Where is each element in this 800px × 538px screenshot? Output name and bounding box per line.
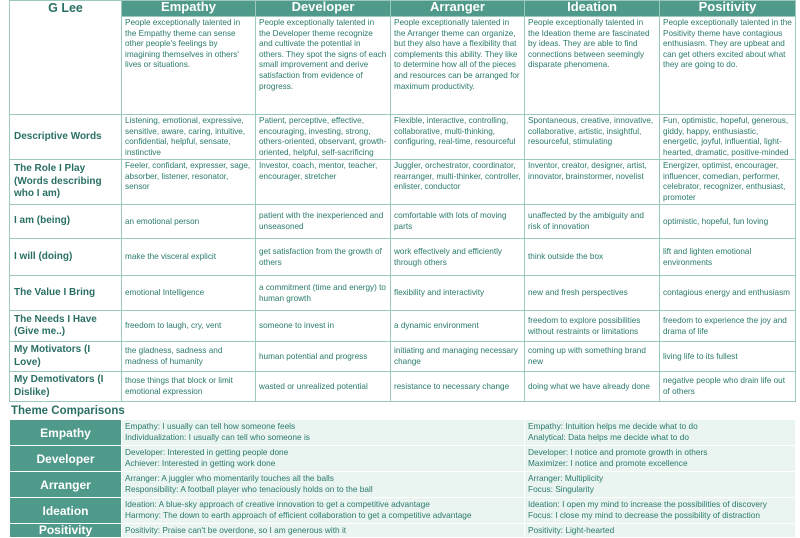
- comparison-right: Arranger: Multiplicity Focus: Singularity: [525, 472, 796, 498]
- table-cell: a dynamic environment: [391, 311, 525, 342]
- row-label-value: The Value I Bring: [10, 276, 122, 311]
- theme-header-empathy: Empathy: [122, 1, 256, 17]
- table-cell: freedom to laugh, cry, vent: [122, 311, 256, 342]
- row-label-descriptive-words: Descriptive Words: [10, 115, 122, 160]
- theme-header-arranger: Arranger: [391, 1, 525, 17]
- table-cell: unaffected by the ambiguity and risk of innovation: [525, 205, 660, 239]
- table-cell: living life to its fullest: [660, 342, 796, 372]
- comparison-left: Ideation: A blue-sky approach of creative innovation to get a competitive advantage Harmony: The down to earth approach of efficient collaboration to get a competitive advantage: [122, 498, 525, 524]
- table-cell: optimistic, hopeful, fun loving: [660, 205, 796, 239]
- table-cell: wasted or unrealized potential: [256, 372, 391, 402]
- theme-header-developer: Developer: [256, 1, 391, 17]
- comparison-left: Arranger: A juggler who momentarily touches all the balls Responsibility: A football player who tenaciously holds on to the ball: [122, 472, 525, 498]
- table-cell: the gladness, sadness and madness of humanity: [122, 342, 256, 372]
- comparison-right: Developer: I notice and promote growth in others Maximizer: I notice and promote excellence: [525, 446, 796, 472]
- table-cell: emotional Intelligence: [122, 276, 256, 311]
- table-cell: get satisfaction from the growth of others: [256, 239, 391, 276]
- row-label-needs: The Needs I Have (Give me..): [10, 311, 122, 342]
- table-cell: new and fresh perspectives: [525, 276, 660, 311]
- comparison-left: Empathy: I usually can tell how someone feels Individualization: I usually can tell who someone is: [122, 420, 525, 446]
- row-label-i-am: I am (being): [10, 205, 122, 239]
- definition-cell: People exceptionally talented in the Arranger theme can organize, but they also have a flexibility that complements this ability. They like to determine how all of the pieces and resources can be arranged for maximum productivity.: [391, 17, 525, 115]
- table-cell: Patient, perceptive, effective, encouraging, investing, strong, others-oriented, observant, growth-oriented, helpful, self-sacrificing: [256, 115, 391, 160]
- table-cell: Juggler, orchestrator, coordinator, rearranger, multi-thinker, controller, enlister, conductor: [391, 160, 525, 205]
- table-cell: an emotional person: [122, 205, 256, 239]
- table-cell: Inventor, creator, designer, artist, innovator, brainstormer, novelist: [525, 160, 660, 205]
- row-label-demotivators: My Demotivators (I Dislike): [10, 372, 122, 402]
- theme-comparisons-table: [9, 419, 796, 538]
- table-cell: resistance to necessary change: [391, 372, 525, 402]
- table-cell: doing what we have already done: [525, 372, 660, 402]
- table-cell: freedom to explore possibilities without restraints or limitations: [525, 311, 660, 342]
- table-cell: Listening, emotional, expressive, sensitive, aware, caring, intuitive, confidential, helpful, sensate, instinctive: [122, 115, 256, 160]
- comparison-theme-empathy: Empathy: [10, 420, 122, 446]
- table-cell: coming up with something brand new: [525, 342, 660, 372]
- table-cell: Spontaneous, creative, innovative, collaborative, artistic, insightful, resourceful, stimulating: [525, 115, 660, 160]
- table-cell: Energizer, optimist, encourager, influencer, comedian, performer, celebrator, recognizer, enthusiast, promoter: [660, 160, 796, 205]
- table-cell: initiating and managing necessary change: [391, 342, 525, 372]
- comparison-right: Ideation: I open my mind to increase the possibilities of discovery Focus: I close my mind to decrease the possibility of distraction: [525, 498, 796, 524]
- table-cell: patient with the inexperienced and unseasoned: [256, 205, 391, 239]
- comparison-theme-arranger: Arranger: [10, 472, 122, 498]
- strengths-grid: [9, 0, 796, 402]
- comparison-theme-developer: Developer: [10, 446, 122, 472]
- table-cell: human potential and progress: [256, 342, 391, 372]
- comparison-theme-positivity: Positivity: [10, 524, 122, 538]
- table-cell: work effectively and efficiently through others: [391, 239, 525, 276]
- row-label-i-will: I will (doing): [10, 239, 122, 276]
- table-cell: someone to invest in: [256, 311, 391, 342]
- table-cell: lift and lighten emotional environments: [660, 239, 796, 276]
- table-cell: flexibility and interactivity: [391, 276, 525, 311]
- person-name: G Lee: [10, 1, 122, 115]
- table-cell: Investor, coach, mentor, teacher, encourager, stretcher: [256, 160, 391, 205]
- definition-cell: People exceptionally talented in the Positivity theme have contagious enthusiasm. They are upbeat and can get others excited about what they are going to do.: [660, 17, 796, 115]
- table-cell: those things that block or limit emotional expression: [122, 372, 256, 402]
- comparison-right: Positivity: Light-hearted: [525, 524, 796, 538]
- theme-header-positivity: Positivity: [660, 1, 796, 17]
- theme-header-ideation: Ideation: [525, 1, 660, 17]
- table-cell: negative people who drain life out of others: [660, 372, 796, 402]
- row-label-role: The Role I Play (Words describing who I am): [10, 160, 122, 205]
- comparison-right: Empathy: Intuition helps me decide what to do Analytical: Data helps me decide what to do: [525, 420, 796, 446]
- comparison-left: Developer: Interested in getting people done Achiever: Interested in getting work done: [122, 446, 525, 472]
- definition-cell: People exceptionally talented in the Developer theme recognize and cultivate the potential in others. They spot the signs of each small improvement and derive satisfaction from evidence of progress.: [256, 17, 391, 115]
- definition-cell: People exceptionally talented in the Empathy theme can sense other people's feelings by imagining themselves in others' lives or situations.: [122, 17, 256, 115]
- comparisons-title: Theme Comparisons: [11, 405, 125, 417]
- table-cell: think outside the box: [525, 239, 660, 276]
- table-cell: Fun, optimistic, hopeful, generous, giddy, happy, enthusiastic, energetic, joyful, influential, light-hearted, dramatic, positive-minded: [660, 115, 796, 160]
- table-cell: contagious energy and enthusiasm: [660, 276, 796, 311]
- table-cell: Feeler, confidant, expresser, sage, absorber, listener, resonator, sensor: [122, 160, 256, 205]
- table-cell: freedom to experience the joy and drama of life: [660, 311, 796, 342]
- comparison-left: Positivity: Praise can't be overdone, so I am generous with it: [122, 524, 525, 538]
- row-label-motivators: My Motivators (I Love): [10, 342, 122, 372]
- definition-cell: People exceptionally talented in the Ideation theme are fascinated by ideas. They are able to find connections between seemingly disparate phenomena.: [525, 17, 660, 115]
- comparison-theme-ideation: Ideation: [10, 498, 122, 524]
- table-cell: comfortable with lots of moving parts: [391, 205, 525, 239]
- table-cell: a commitment (time and energy) to human growth: [256, 276, 391, 311]
- table-cell: Flexible, interactive, controlling, collaborative, multi-thinking, configuring, real-time, resourceful: [391, 115, 525, 160]
- table-cell: make the visceral explicit: [122, 239, 256, 276]
